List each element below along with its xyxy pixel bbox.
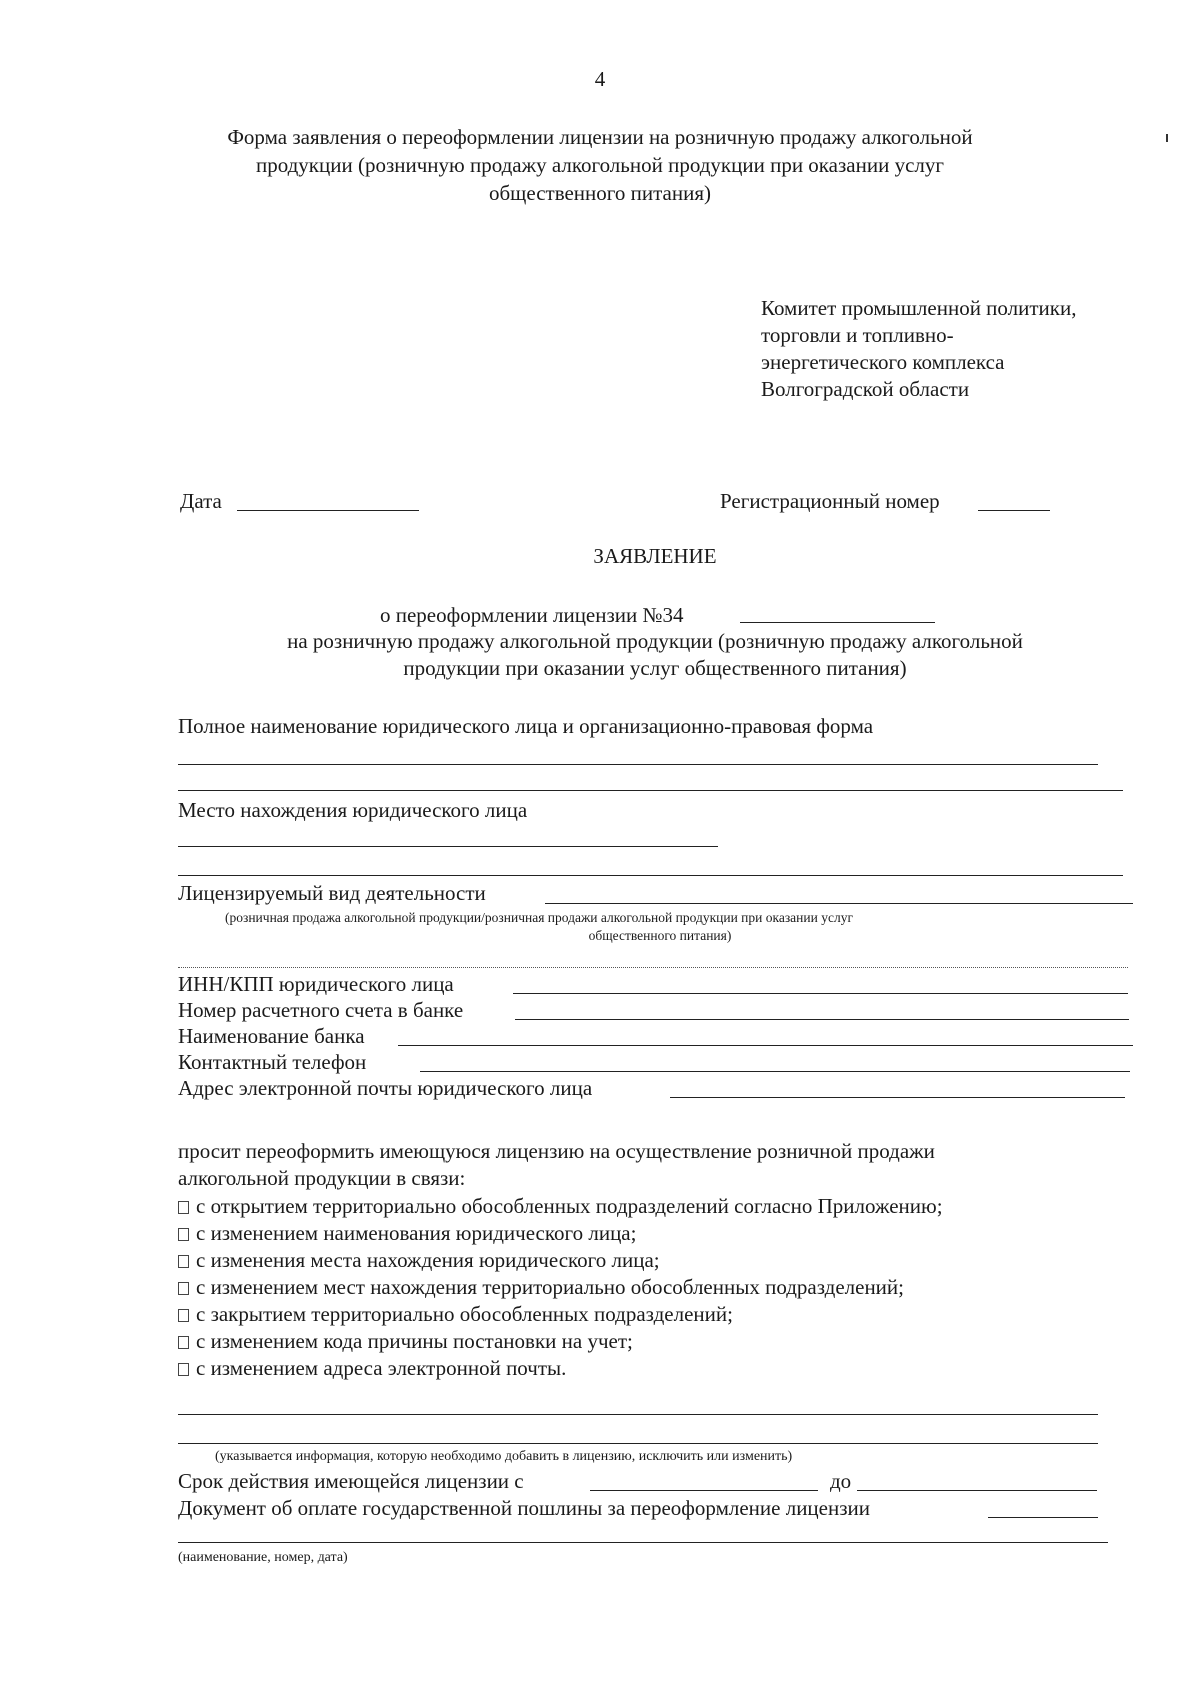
date-label: Дата: [180, 489, 222, 513]
form-title-line-2: продукции (розничную продажу алкогольной продукции при оказании услуг: [255, 153, 945, 177]
scan-artifact: [1166, 134, 1168, 142]
form-title-line-1: Форма заявления о переоформлении лицензии на розничную продажу алкогольной: [227, 125, 973, 149]
payment-doc-input-line-2[interactable]: [178, 1542, 1108, 1543]
reason-label: с закрытием территориально обособленных подразделений;: [196, 1302, 733, 1326]
full-name-input-line-1[interactable]: [178, 764, 1098, 765]
license-number-input-line[interactable]: [740, 622, 935, 623]
activity-label: Лицензируемый вид деятельности: [178, 881, 486, 905]
activity-hint-line-2: общественного питания): [588, 928, 732, 943]
reason-checkbox[interactable]: [178, 1336, 189, 1349]
location-input-line-1[interactable]: [178, 846, 718, 847]
reason-label: с изменением кода причины постановки на учет;: [196, 1329, 633, 1353]
info-input-line-2[interactable]: [178, 1443, 1098, 1444]
reg-number-input-line[interactable]: [978, 510, 1050, 511]
inn-input-line[interactable]: [513, 993, 1128, 994]
email-input-line[interactable]: [670, 1097, 1125, 1098]
subheading-line-1: о переоформлении лицензии №34: [380, 603, 684, 627]
reg-number-label: Регистрационный номер: [720, 489, 940, 513]
account-input-line[interactable]: [515, 1019, 1129, 1020]
reason-checkbox[interactable]: [178, 1309, 189, 1322]
reason-label: с изменением наименования юридического лица;: [196, 1221, 637, 1245]
reason-label: с изменения места нахождения юридического лица;: [196, 1248, 660, 1272]
reason-checkbox[interactable]: [178, 1363, 189, 1376]
bank-label: Наименование банка: [178, 1024, 365, 1048]
activity-hint-line-1: (розничная продажа алкогольной продукции/розничная продажи алкогольной продукции при оказании услуг: [225, 910, 853, 925]
validity-label: Срок действия имеющейся лицензии с: [178, 1469, 524, 1493]
reason-item: [178, 1301, 733, 1327]
reason-label: с открытием территориально обособленных подразделений согласно Приложению;: [196, 1194, 943, 1218]
request-line-2: алкогольной продукции в связи:: [178, 1166, 466, 1190]
info-hint: (указывается информация, которую необходимо добавить в лицензию, исключить или изменить): [215, 1449, 793, 1464]
reason-item: [178, 1247, 660, 1273]
addressee-line: Волгоградской области: [761, 377, 970, 401]
reason-item: [178, 1274, 904, 1300]
payment-doc-label: Документ об оплате государственной пошлины за переоформление лицензии: [178, 1496, 871, 1520]
reason-label: с изменением мест нахождения территориально обособленных подразделений;: [196, 1275, 904, 1299]
validity-from-input-line[interactable]: [590, 1490, 818, 1491]
activity-separator: [178, 967, 1128, 968]
account-label: Номер расчетного счета в банке: [178, 998, 464, 1022]
phone-input-line[interactable]: [420, 1071, 1130, 1072]
bank-input-line[interactable]: [398, 1045, 1133, 1046]
location-input-line-2[interactable]: [178, 875, 1123, 876]
phone-label: Контактный телефон: [178, 1050, 367, 1074]
email-label: Адрес электронной почты юридического лица: [178, 1076, 593, 1100]
inn-label: ИНН/КПП юридического лица: [178, 972, 454, 996]
reason-checkbox[interactable]: [178, 1255, 189, 1268]
reason-item: [178, 1328, 633, 1354]
reason-checkbox[interactable]: [178, 1228, 189, 1241]
addressee-line: Комитет промышленной политики,: [761, 296, 1077, 320]
date-input-line[interactable]: [237, 510, 419, 511]
reason-item: [178, 1193, 943, 1219]
addressee-block: [761, 295, 1076, 403]
payment-hint: (наименование, номер, дата): [178, 1550, 348, 1565]
form-title-line-3: общественного питания): [489, 181, 711, 205]
validity-to-label: до: [830, 1469, 852, 1493]
addressee-line: энергетического комплекса: [761, 350, 1005, 374]
document-heading: ЗАЯВЛЕНИЕ: [593, 544, 717, 568]
validity-to-input-line[interactable]: [857, 1490, 1097, 1491]
reason-checkbox[interactable]: [178, 1201, 189, 1214]
reason-label: с изменением адреса электронной почты.: [196, 1356, 567, 1380]
subheading-line-2: на розничную продажу алкогольной продукции (розничную продажу алкогольной: [287, 629, 1023, 653]
addressee-line: торговли и топливно-: [761, 323, 954, 347]
activity-input-line[interactable]: [545, 903, 1133, 904]
reason-item: [178, 1355, 566, 1381]
page-number: 4: [594, 67, 606, 91]
reason-item: [178, 1220, 636, 1246]
request-line-1: просит переоформить имеющуюся лицензию на осуществление розничной продажи: [178, 1139, 935, 1163]
info-input-line-1[interactable]: [178, 1414, 1098, 1415]
subheading-line-3: продукции при оказании услуг общественного питания): [403, 656, 907, 680]
location-label: Место нахождения юридического лица: [178, 798, 528, 822]
full-name-label: Полное наименование юридического лица и организационно-правовая форма: [178, 714, 874, 738]
reason-checkbox[interactable]: [178, 1282, 189, 1295]
full-name-input-line-2[interactable]: [178, 790, 1123, 791]
payment-doc-input-line-1[interactable]: [988, 1517, 1098, 1518]
